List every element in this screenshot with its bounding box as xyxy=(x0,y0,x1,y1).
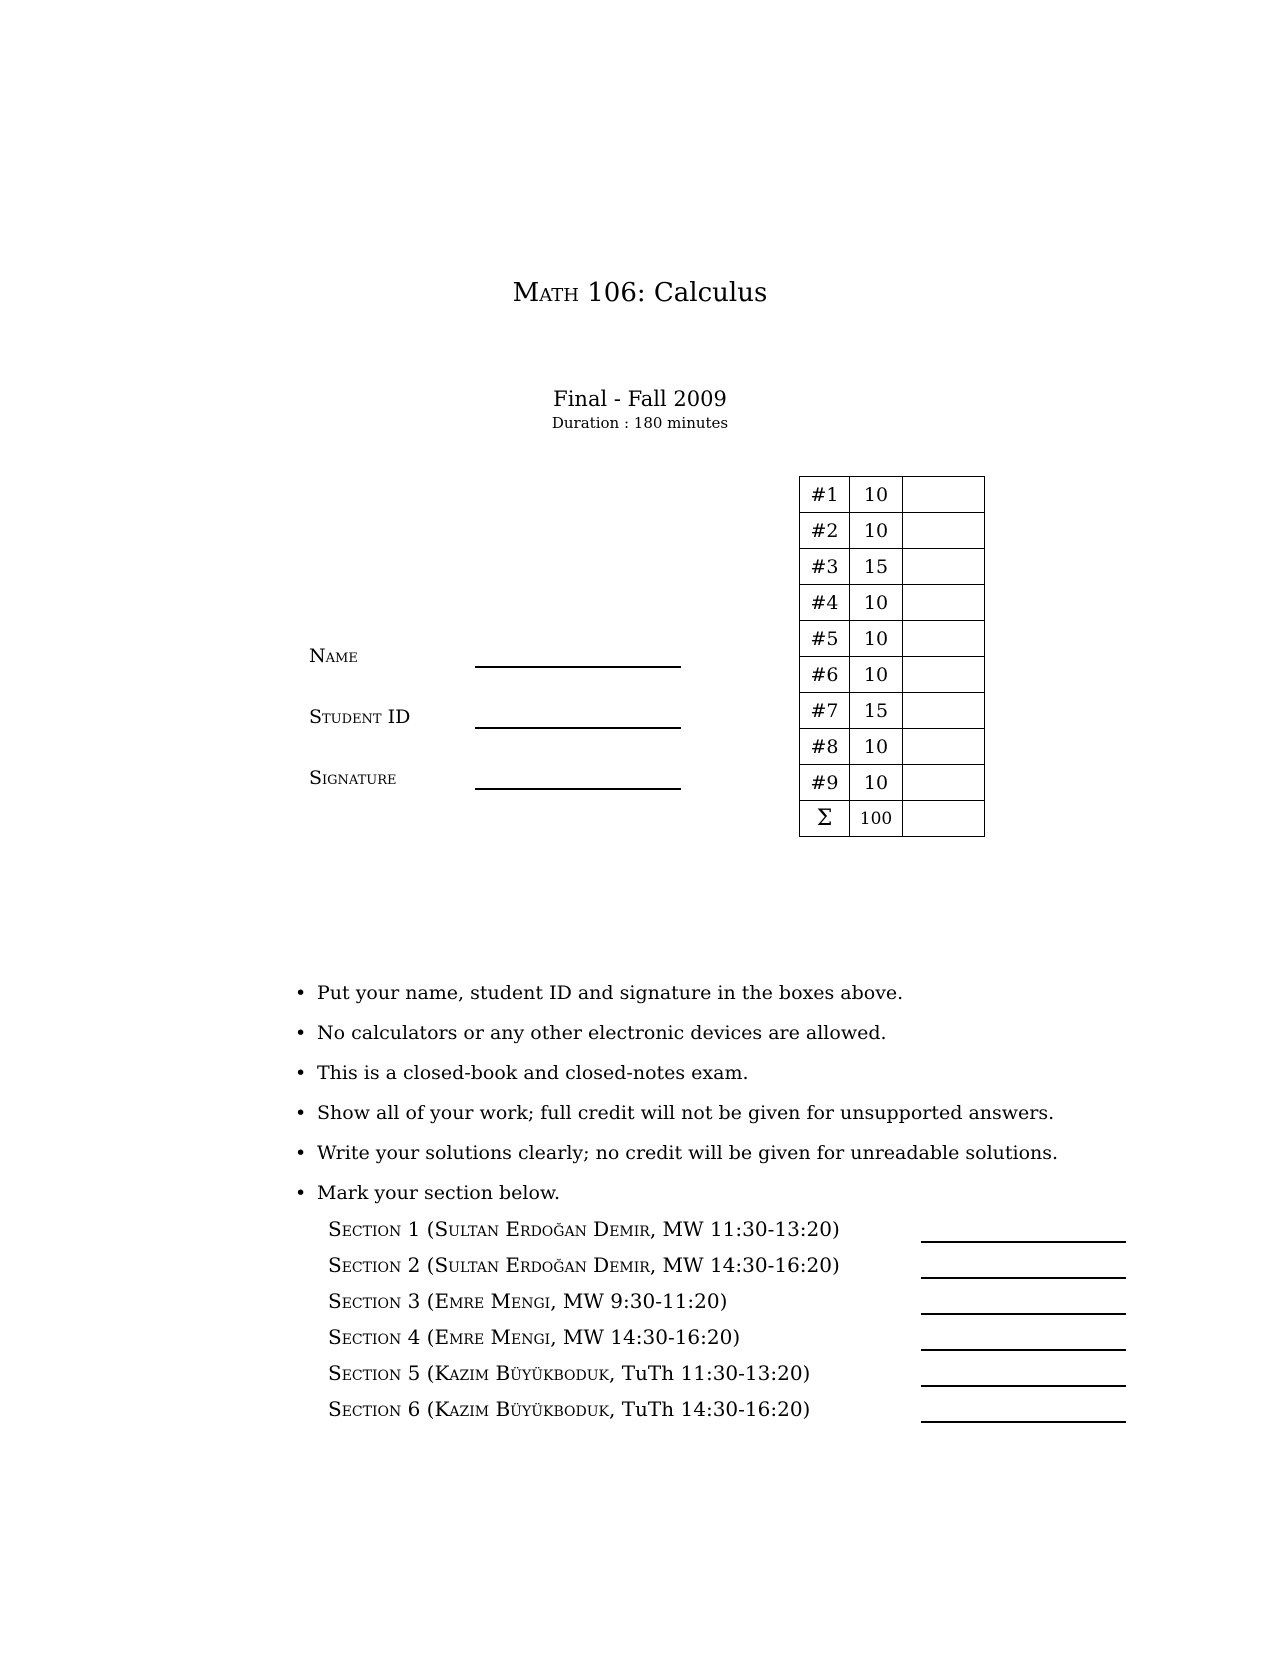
score-row xyxy=(800,585,985,621)
bullet-icon: • xyxy=(295,1022,307,1044)
score-cell[interactable] xyxy=(903,477,985,513)
score-cell[interactable] xyxy=(903,621,985,657)
section-time: , TuTh 11:30-13:20) xyxy=(609,1361,811,1385)
score-table xyxy=(799,476,985,837)
bullet-icon: • xyxy=(295,1182,307,1204)
problem-points: 10 xyxy=(850,477,903,513)
problem-points: 15 xyxy=(850,693,903,729)
instruction-item xyxy=(295,1058,1058,1098)
section-time: , MW 14:30-16:20) xyxy=(649,1253,840,1277)
section-number: 4 ( xyxy=(401,1325,435,1349)
problem-points: 10 xyxy=(850,585,903,621)
score-row xyxy=(800,693,985,729)
student-id-label-rest: ID xyxy=(381,706,411,728)
signature-field[interactable] xyxy=(475,788,681,790)
bullet-icon: • xyxy=(295,1142,307,1164)
student-id-field[interactable] xyxy=(475,727,681,729)
instruction-item xyxy=(295,1018,1058,1058)
problem-label: #3 xyxy=(800,549,850,585)
course-title xyxy=(0,278,1280,308)
score-cell[interactable] xyxy=(903,549,985,585)
section-word: Section xyxy=(328,1361,402,1385)
section-instructor: Emre Mengi xyxy=(434,1289,551,1313)
instruction-text: Show all of your work; full credit will not be given for unsupported answers. xyxy=(317,1102,1055,1124)
section-instructor: Emre Mengi xyxy=(434,1325,551,1349)
instruction-text: This is a closed-book and closed-notes exam. xyxy=(317,1062,749,1084)
section-number: 5 ( xyxy=(401,1361,435,1385)
instruction-text: Mark your section below. xyxy=(317,1182,560,1204)
problem-label: #5 xyxy=(800,621,850,657)
problem-points: 15 xyxy=(850,549,903,585)
score-row xyxy=(800,549,985,585)
course-rest: 106: Calculus xyxy=(579,278,768,308)
section-mark-field[interactable] xyxy=(921,1313,1126,1315)
instruction-text: No calculators or any other electronic devices are allowed. xyxy=(317,1022,887,1044)
name-label: Name xyxy=(309,645,358,667)
section-number: 2 ( xyxy=(401,1253,435,1277)
section-number: 3 ( xyxy=(401,1289,435,1313)
student-id-label-sc: Student xyxy=(309,706,382,728)
section-instructor: Kazim Büyükboduk xyxy=(434,1361,609,1385)
instruction-item xyxy=(295,1138,1058,1178)
section-label xyxy=(328,1397,810,1421)
section-label xyxy=(328,1325,740,1349)
section-number: 6 ( xyxy=(401,1397,435,1421)
section-word: Section xyxy=(328,1253,402,1277)
score-row xyxy=(800,657,985,693)
instruction-list xyxy=(295,978,1058,1218)
score-row xyxy=(800,477,985,513)
score-row xyxy=(800,765,985,801)
section-mark-field[interactable] xyxy=(921,1277,1126,1279)
score-cell[interactable] xyxy=(903,657,985,693)
bullet-icon: • xyxy=(295,1062,307,1084)
exam-title: Final - Fall 2009 xyxy=(553,387,727,411)
section-word: Section xyxy=(328,1217,402,1241)
problem-label: #8 xyxy=(800,729,850,765)
section-mark-field[interactable] xyxy=(921,1421,1126,1423)
problem-points: 10 xyxy=(850,513,903,549)
name-field[interactable] xyxy=(475,666,681,668)
problem-label: #1 xyxy=(800,477,850,513)
problem-points: 100 xyxy=(850,801,903,837)
section-number: 1 ( xyxy=(401,1217,435,1241)
exam-duration: Duration : 180 minutes xyxy=(551,414,729,432)
score-cell[interactable] xyxy=(903,729,985,765)
section-word: Section xyxy=(328,1397,402,1421)
signature-label: Signature xyxy=(309,767,397,789)
score-row xyxy=(800,621,985,657)
score-row xyxy=(800,801,985,837)
section-time: , TuTh 14:30-16:20) xyxy=(609,1397,811,1421)
section-label xyxy=(328,1361,810,1385)
bullet-icon: • xyxy=(295,1102,307,1124)
instruction-item xyxy=(295,1178,1058,1218)
section-mark-field[interactable] xyxy=(921,1241,1126,1243)
student-id-label xyxy=(309,706,410,728)
instruction-item xyxy=(295,1098,1058,1138)
problem-label: #9 xyxy=(800,765,850,801)
problem-label: #7 xyxy=(800,693,850,729)
section-instructor: Sultan Erdoğan Demir xyxy=(434,1253,650,1277)
section-mark-field[interactable] xyxy=(921,1385,1126,1387)
problem-points: 10 xyxy=(850,729,903,765)
score-row xyxy=(800,513,985,549)
problem-label: #4 xyxy=(800,585,850,621)
section-instructor: Kazim Büyükboduk xyxy=(434,1397,609,1421)
score-cell[interactable] xyxy=(903,765,985,801)
section-time: , MW 11:30-13:20) xyxy=(649,1217,840,1241)
section-label xyxy=(328,1217,840,1241)
problem-label: Σ xyxy=(800,801,850,837)
problem-label: #2 xyxy=(800,513,850,549)
bullet-icon: • xyxy=(295,982,307,1004)
score-row xyxy=(800,729,985,765)
section-label xyxy=(328,1253,840,1277)
score-cell[interactable] xyxy=(903,585,985,621)
problem-points: 10 xyxy=(850,657,903,693)
score-cell[interactable] xyxy=(903,513,985,549)
problem-points: 10 xyxy=(850,765,903,801)
problem-points: 10 xyxy=(850,621,903,657)
section-time: , MW 14:30-16:20) xyxy=(550,1325,741,1349)
section-mark-field[interactable] xyxy=(921,1349,1126,1351)
instruction-text: Write your solutions clearly; no credit will be given for unreadable solutions. xyxy=(317,1142,1059,1164)
section-label xyxy=(328,1289,727,1313)
instruction-item xyxy=(295,978,1058,1018)
score-cell[interactable] xyxy=(903,801,985,837)
section-instructor: Sultan Erdoğan Demir xyxy=(434,1217,650,1241)
score-cell[interactable] xyxy=(903,693,985,729)
section-word: Section xyxy=(328,1325,402,1349)
section-word: Section xyxy=(328,1289,402,1313)
course-prefix: Math xyxy=(512,278,579,308)
problem-label: #6 xyxy=(800,657,850,693)
instruction-text: Put your name, student ID and signature in the boxes above. xyxy=(317,982,904,1004)
section-time: , MW 9:30-11:20) xyxy=(550,1289,728,1313)
